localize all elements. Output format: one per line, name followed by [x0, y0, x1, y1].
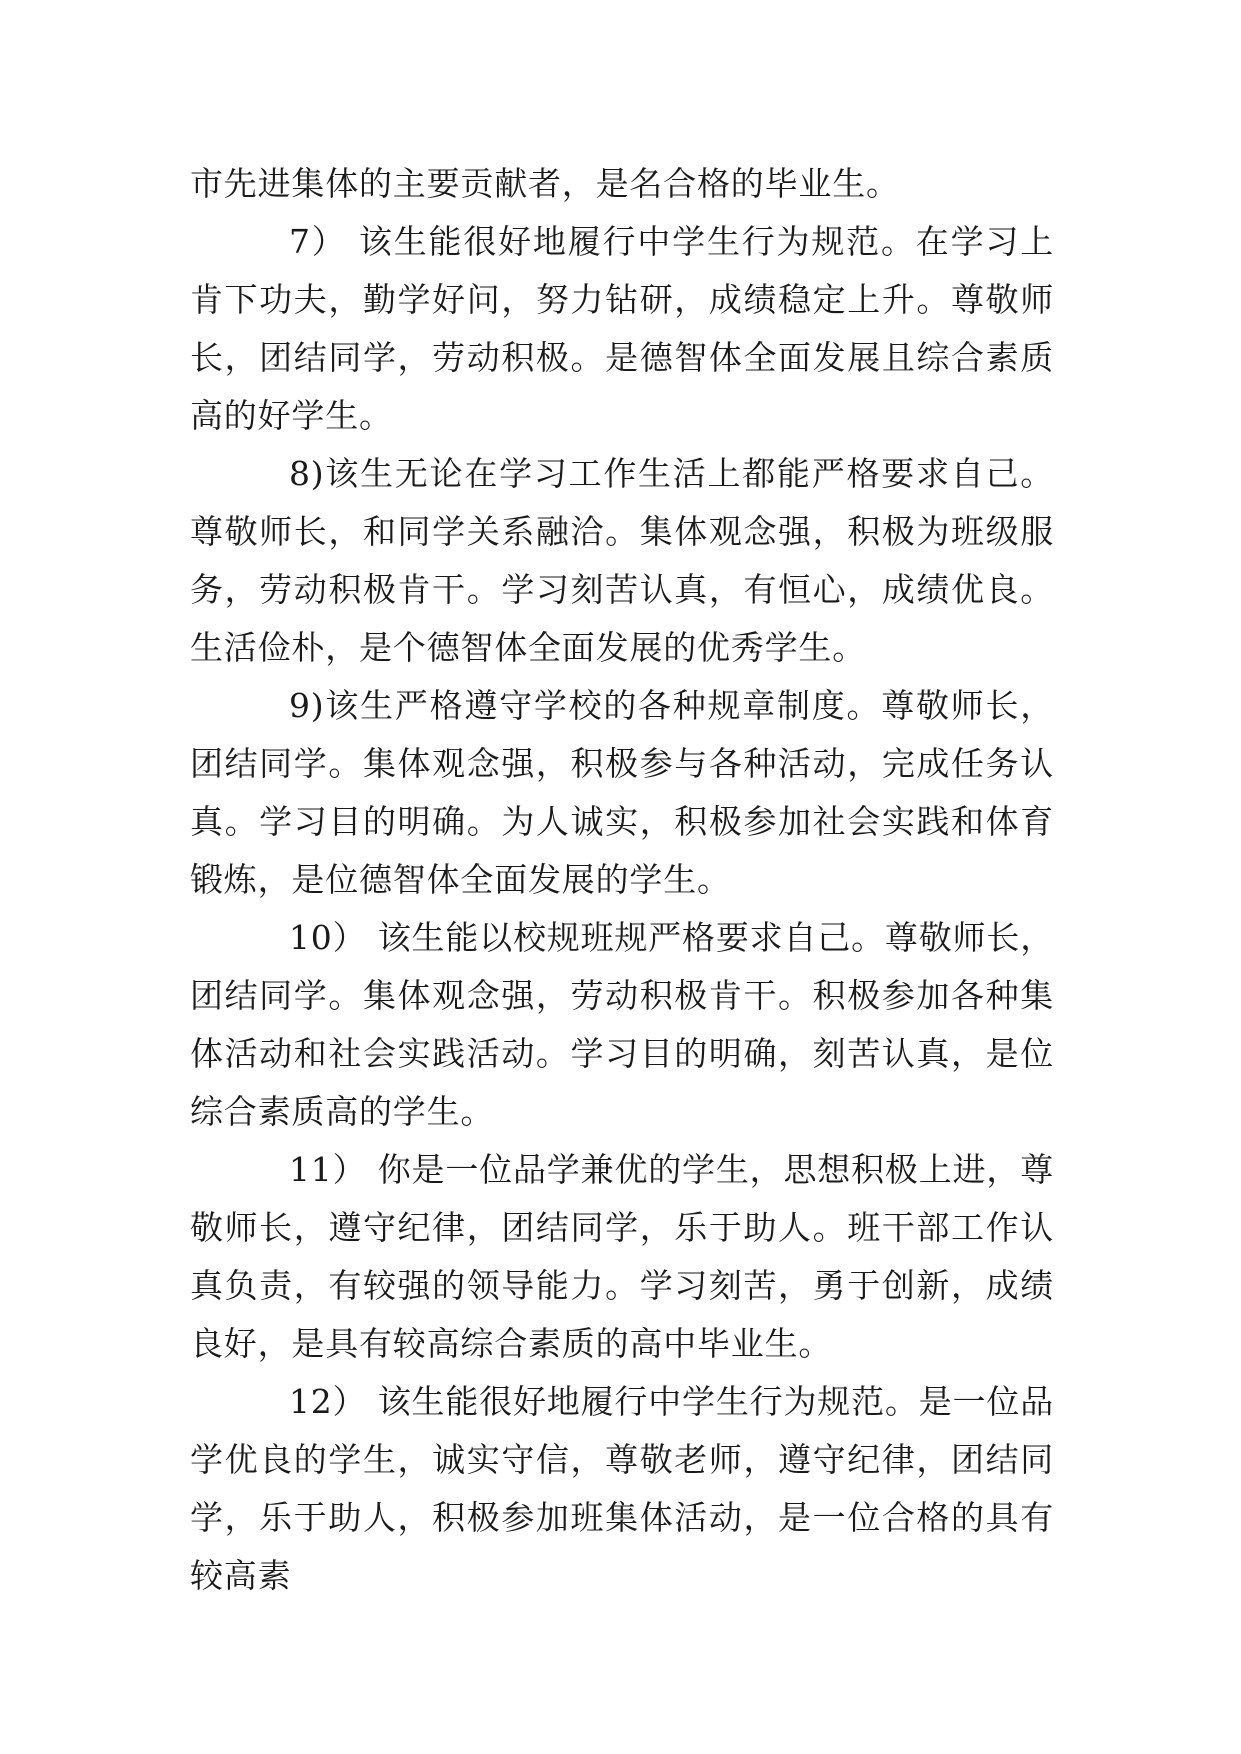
paragraph-item-12: 12） 该生能很好地履行中学生行为规范。是一位品学优良的学生，诚实守信，尊敬老师，遵守纪律，团结同学，乐于助人，积极参加班集体活动，是一位合格的具有较高素 — [190, 1382, 1054, 1595]
paragraph-continued: 市先进集体的主要贡献者，是名合格的毕业生。 — [190, 164, 900, 203]
paragraph-item-9: 9)该生严格遵守学校的各种规章制度。尊敬师长，团结同学。集体观念强，积极参与各种活动，完成任务认真。学习目的明确。为人诚实，积极参加社会实践和体育锻炼，是位德智体全面发展的学生。 — [190, 686, 1054, 899]
paragraph-item-8: 8)该生无论在学习工作生活上都能严格要求自己。尊敬师长，和同学关系融洽。集体观念强，积极为班级服务，劳动积极肯干。学习刻苦认真，有恒心，成绩优良。生活俭朴，是个德智体全面发展的优秀学生。 — [190, 454, 1054, 667]
paragraph-item-11: 11） 你是一位品学兼优的学生，思想积极上进，尊敬师长，遵守纪律，团结同学，乐于助人。班干部工作认真负责，有较强的领导能力。学习刻苦，勇于创新，成绩良好，是具有较高综合素质的高中毕业生。 — [190, 1150, 1054, 1363]
document-body — [190, 155, 1054, 1605]
paragraph-item-7: 7） 该生能很好地履行中学生行为规范。在学习上肯下功夫，勤学好问，努力钻研，成绩稳定上升。尊敬师长，团结同学，劳动积极。是德智体全面发展且综合素质高的好学生。 — [190, 222, 1054, 435]
paragraph-item-10: 10） 该生能以校规班规严格要求自己。尊敬师长，团结同学。集体观念强，劳动积极肯干。积极参加各种集体活动和社会实践活动。学习目的明确，刻苦认真，是位综合素质高的学生。 — [190, 918, 1054, 1131]
